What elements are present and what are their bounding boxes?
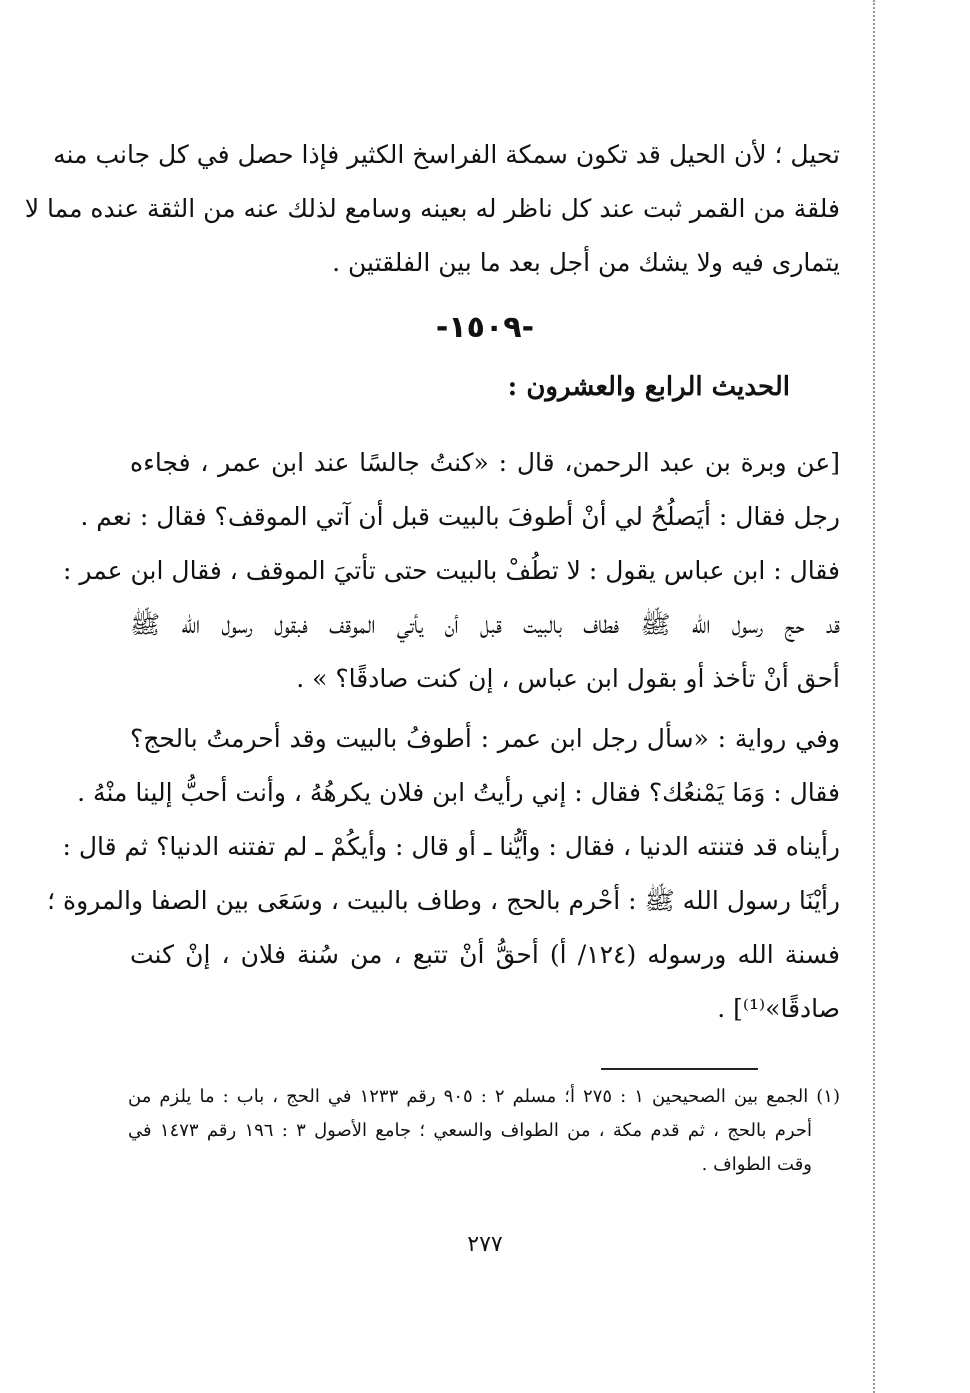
section-heading: الحديث الرابع والعشرون : <box>507 372 790 402</box>
text-line: رأيْنَا رسول الله ﷺ : أحْرم بالحج ، وطاف بالبيت ، وسَعَى بين الصفا والمروة ؛ <box>47 886 840 915</box>
page-number: ٢٧٧ <box>467 1232 503 1257</box>
footnote-line: (١) الجمع بين الصحيحين ١ : ٢٧٥ أ؛ مسلم ٢ : ٩٠٥ رقم ١٢٣٣ في الحج ، باب : ما يلزم من <box>128 1086 840 1107</box>
text-line: قد حج رسول الله ﷺ فطاف بالبيت قبل أن يأتي الموقف فبقول رسول الله ﷺ <box>130 610 840 639</box>
hadith-paragraph <box>63 436 840 706</box>
text-line: فلقة من القمر ثبت عند كل ناظر له بعينه وسامع لذلك عنه من الثقة عنده مما لا <box>24 194 840 223</box>
page-edge-dotted-line <box>873 0 875 1393</box>
text-line: رجل فقال : أيَصلُحُ لي أنْ أطوفَ بالبيت قبل أن آتي الموقف؟ فقال : نعم . <box>80 502 840 531</box>
footnote-line: وقت الطواف . <box>701 1154 812 1175</box>
text-line: وفي رواية : «سأل رجل ابن عمر : أطوفُ بالبيت وقد أحرمتُ بالحج؟ <box>130 724 840 753</box>
text-line: صادقًا»⁽¹⁾] . <box>717 994 840 1023</box>
text-line: فقال : ابن عباس يقول : لا تطُفْ بالبيت حتى تأتيَ الموقف ، فقال ابن عمر : <box>63 556 840 585</box>
text-line: [عن وبرة بن عبد الرحمن، قال : «كنتُ جالسًا عند ابن عمر ، فجاءه <box>130 448 840 477</box>
text-line: رأيناه قد فتنته الدنيا ، فقال : وأيُّنا ـ أو قال : وأيكُمْ ـ لم تفتنه الدنيا؟ ثم قال : <box>62 832 840 861</box>
continuation-paragraph <box>24 128 840 290</box>
footnote <box>128 1080 840 1182</box>
text-line: تحيل ؛ لأن الحيل قد تكون سمكة الفراسخ الكثير فإذا حصل في كل جانب منه <box>53 140 840 169</box>
hadith-number: -١٥٠٩- <box>435 310 535 345</box>
footnote-separator <box>601 1068 758 1070</box>
footnote-line: أحرم بالحج ، ثم قدم مكة ، من الطواف والسعي ؛ جامع الأصول ٣ : ١٩٦ رقم ١٤٧٣ في <box>128 1120 812 1141</box>
text-line: فسنة الله ورسوله (١٢٤/ أ) أحقُّ أنْ تتبع ، من سُنة فلان ، إنْ كنت <box>130 940 840 969</box>
text-line: يتمارى فيه ولا يشك من أجل بعد ما بين الفلقتين . <box>332 248 840 277</box>
riwaya-paragraph <box>47 712 840 1036</box>
text-line: أحق أنْ تأخذ أو بقول ابن عباس ، إن كنت صادقًا؟ » . <box>296 664 840 693</box>
text-line: فقال : وَمَا يَمْنعُك؟ فقال : إني رأيتُ ابن فلان يكرهُهُ ، وأنت أحبُّ إلينا منْهُ . <box>77 778 840 807</box>
